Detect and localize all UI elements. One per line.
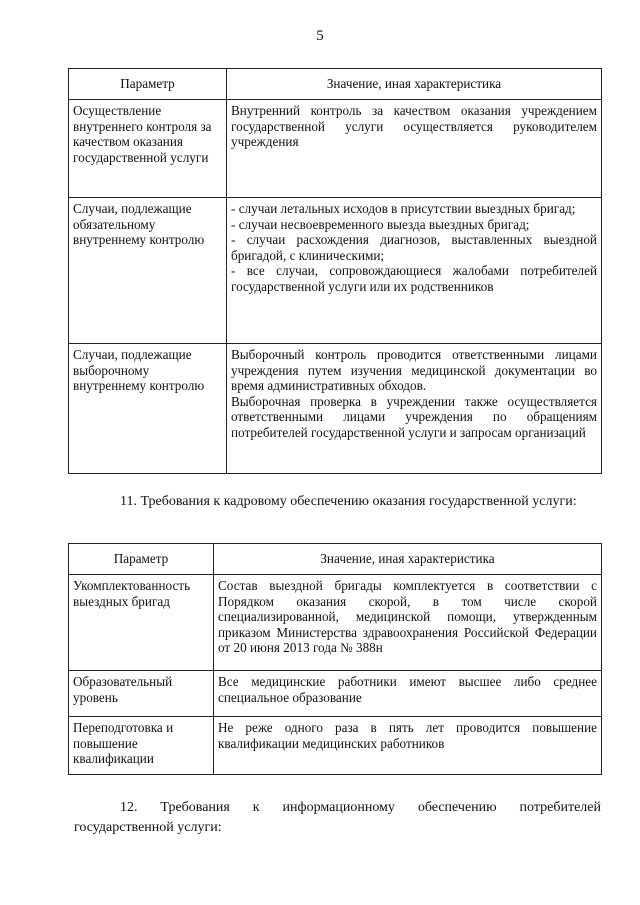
value-paragraph: Выборочная проверка в учреждении также осуществляется ответственными лицами учреждения по обращениям потребителей государственной услуги и запросам организаций (231, 393, 597, 440)
table-row (69, 198, 602, 344)
list-item: - случаи расхождения диагнозов, выставленных выездной бригадой, с клиническими; (231, 232, 597, 263)
value-paragraph: Все медицинские работники имеют высшее либо среднее специальное образование (218, 674, 597, 705)
table-row (69, 717, 602, 775)
row-value (227, 198, 602, 344)
table-header-row (69, 69, 602, 100)
row-parameter: Переподготовка и повышение квалификации (69, 717, 214, 775)
row-parameter: Укомплектованность выездных бригад (69, 575, 214, 671)
table-header-row (69, 544, 602, 575)
list-item: - случаи летальных исходов в присутствии выездных бригад; (231, 201, 576, 216)
list-item: - все случаи, сопровождающиеся жалобами потребителей государственной услуги или их родственников (231, 263, 597, 294)
row-parameter: Образовательный уровень (69, 671, 214, 717)
section-heading-12: 12. Требования к информационному обеспечению потребителей государственной услуги: (74, 800, 601, 835)
value-paragraph: Не реже одного раза в пять лет проводится повышение квалификации медицинских работников (218, 720, 597, 751)
list-item: - случаи несвоевременного выезда выездных бригад; (231, 216, 530, 232)
row-value (227, 100, 602, 198)
quality-control-table (68, 68, 602, 474)
table-row (69, 344, 602, 474)
column-header-parameter: Параметр (69, 544, 214, 575)
column-header-parameter: Параметр (69, 69, 227, 100)
table-row (69, 671, 602, 717)
page-number: 5 (316, 28, 324, 44)
row-value (214, 717, 602, 775)
row-parameter: Осуществление внутреннего контроля за качеством оказания государственной услуги (69, 100, 227, 198)
section-heading-11: 11. Требования к кадровому обеспечению оказания государственной услуги: (120, 494, 577, 509)
row-value (227, 344, 602, 474)
value-paragraph: Внутренний контроль за качеством оказания учреждением государственной услуги осуществляется руководителем учреждения (231, 103, 597, 150)
column-header-value: Значение, иная характеристика (214, 544, 602, 575)
column-header-value: Значение, иная характеристика (227, 69, 602, 100)
table-row (69, 100, 602, 198)
table-row (69, 575, 602, 671)
row-value (214, 671, 602, 717)
value-paragraph: Выборочный контроль проводится ответственными лицами учреждения путем изучения медицинской документации во время административных обходов. (231, 347, 597, 394)
row-value (214, 575, 602, 671)
row-parameter: Случаи, подлежащие выборочному внутреннему контролю (69, 344, 227, 474)
staffing-table (68, 543, 602, 775)
value-paragraph: Состав выездной бригады комплектуется в соответствии с Порядком оказания скорой, в том числе скорой специализированной, медицинской помощи, утвержденным приказом Министерства здравоохранения Российской Федерации от 20 июня 2013 года № 388н (218, 578, 597, 656)
row-parameter: Случаи, подлежащие обязательному внутреннему контролю (69, 198, 227, 344)
